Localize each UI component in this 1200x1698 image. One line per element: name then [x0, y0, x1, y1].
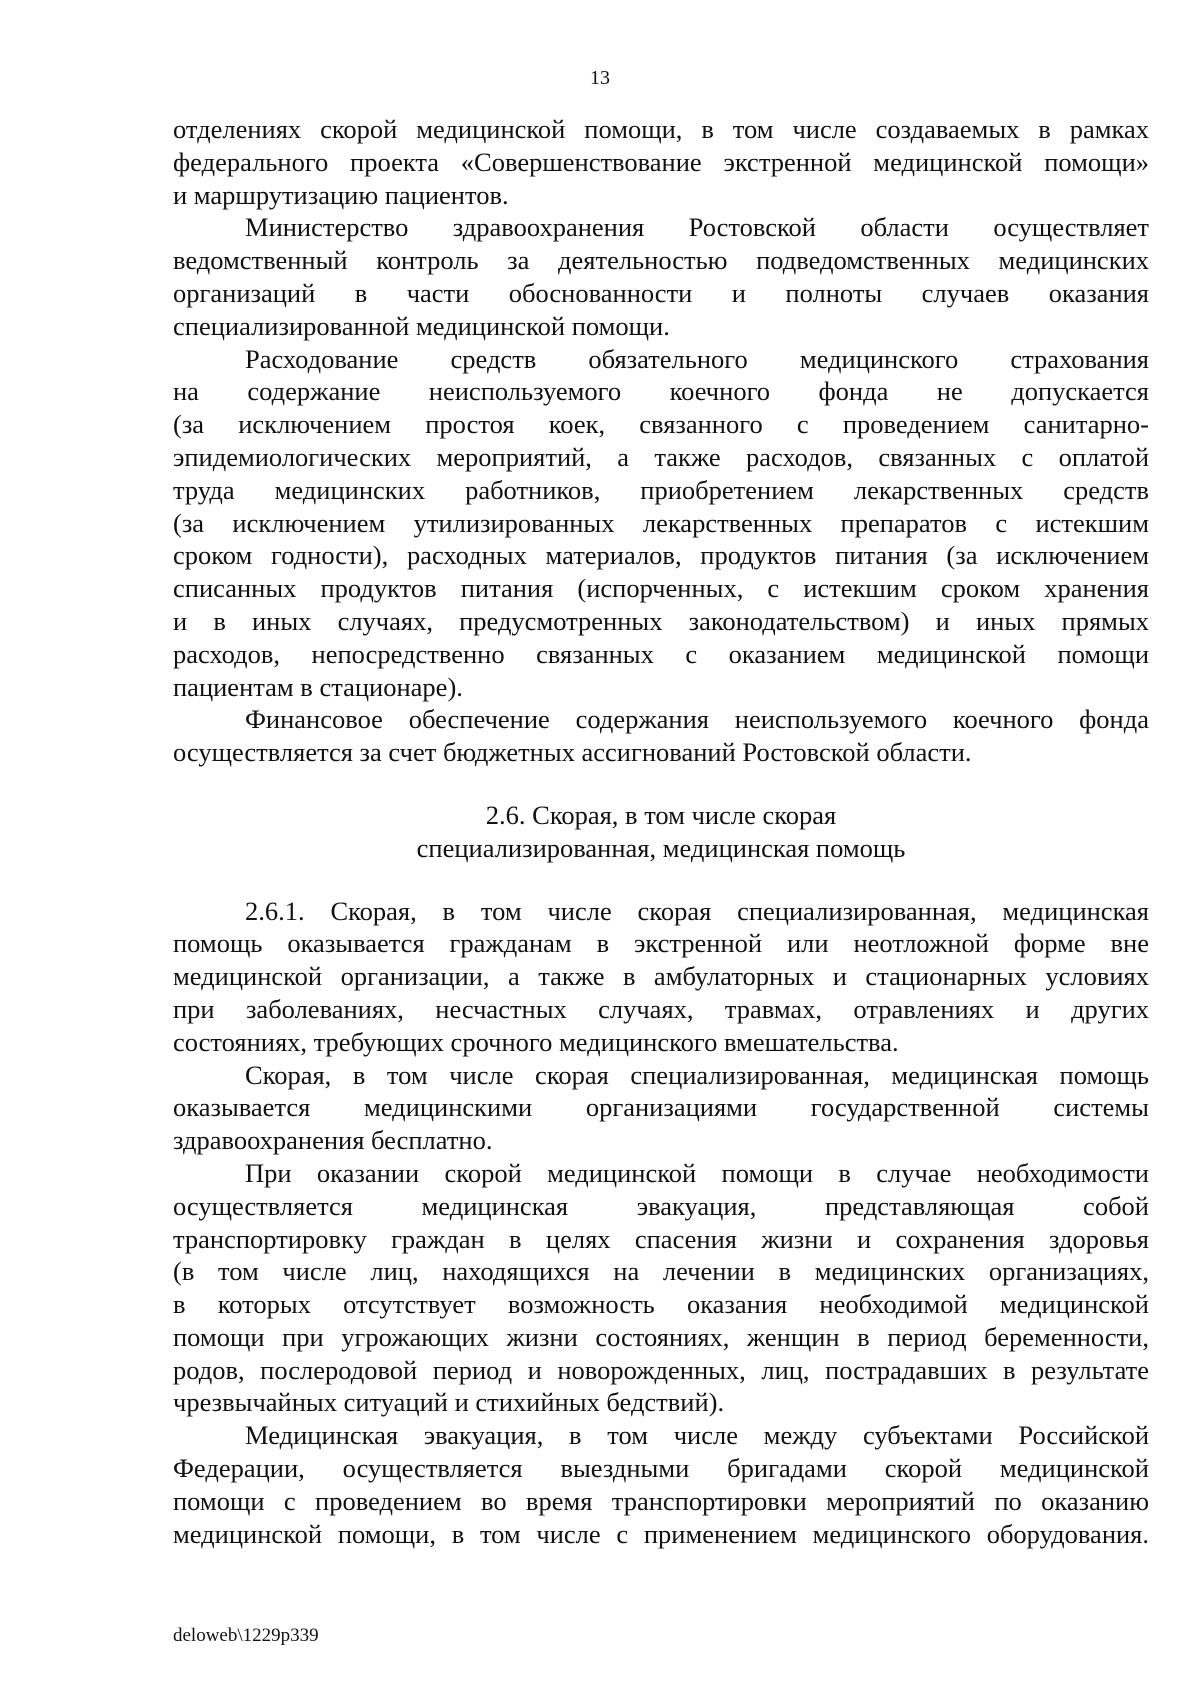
- text-line: и в иных случаях, предусмотренных законодательством) и иных прямых: [173, 605, 1149, 636]
- text-line: чрезвычайных ситуаций и стихийных бедствий).: [173, 1387, 725, 1418]
- heading-line: 2.6. Скорая, в том числе скорая: [485, 799, 837, 830]
- text-line: оказывается медицинскими организациями государственной системы: [173, 1092, 1149, 1123]
- text-line: состояниях, требующих срочного медицинского вмешательства.: [173, 1026, 899, 1057]
- text-line: транспортировку граждан в целях спасения жизни и сохранения здоровья: [173, 1223, 1149, 1254]
- text-line: списанных продуктов питания (испорченных, с истекшим сроком хранения: [173, 573, 1149, 604]
- text-line: Расходование средств обязательного медицинского страхования: [245, 343, 1149, 374]
- page-number: 13: [590, 67, 610, 89]
- paragraph-oms-spending: [173, 343, 1149, 704]
- section-heading: [173, 799, 1149, 865]
- continuation-text: [173, 113, 1149, 211]
- text-line: Медицинская эвакуация, в том числе между субъектами Российской: [245, 1420, 1149, 1451]
- text-line: специализированной медицинской помощи.: [173, 310, 670, 341]
- text-line: осуществляется медицинская эвакуация, представляющая собой: [173, 1190, 1149, 1221]
- paragraph-evacuation-brigades: [173, 1419, 1149, 1550]
- text-line: организаций в части обоснованности и полноты случаев оказания: [173, 277, 1149, 308]
- text-line: родов, послеродовой период и новорожденных, лиц, пострадавших в результате: [173, 1354, 1149, 1385]
- document-body: [173, 113, 1149, 1550]
- paragraph-2-6-1: [173, 895, 1149, 1059]
- paragraph-ministry-control: [173, 211, 1149, 342]
- text-line: Скорая, в том числе скорая специализированная, медицинская помощь: [245, 1059, 1149, 1090]
- heading-line: специализированная, медицинская помощь: [416, 832, 906, 863]
- text-line: в которых отсутствует возможность оказания необходимой медицинской: [173, 1289, 1149, 1320]
- text-line: При оказании скорой медицинской помощи в случае необходимости: [245, 1157, 1149, 1188]
- text-line: эпидемиологических мероприятий, а также расходов, связанных с оплатой: [173, 441, 1149, 472]
- text-line: (в том числе лиц, находящихся на лечении в медицинских организациях,: [173, 1256, 1149, 1287]
- text-line: Министерство здравоохранения Ростовской области осуществляет: [245, 212, 1149, 243]
- text-line: помощи при угрожающих жизни состояниях, женщин в период беременности,: [173, 1321, 1149, 1352]
- paragraph-evacuation: [173, 1157, 1149, 1419]
- text-line: Федерации, осуществляется выездными бригадами скорой медицинской: [173, 1453, 1149, 1484]
- paragraph-free-of-charge: [173, 1059, 1149, 1157]
- text-line: на содержание неиспользуемого коечного фонда не допускается: [173, 376, 1149, 407]
- text-line: федерального проекта «Совершенствование экстренной медицинской помощи»: [173, 146, 1149, 177]
- text-line: медицинской организации, а также в амбулаторных и стационарных условиях: [173, 961, 1149, 992]
- text-line: ведомственный контроль за деятельностью подведомственных медицинских: [173, 245, 1149, 276]
- text-line: медицинской помощи, в том числе с применением медицинского оборудования.: [173, 1518, 1149, 1549]
- text-line: при заболеваниях, несчастных случаях, травмах, отравлениях и других: [173, 993, 1149, 1024]
- text-line: помощь оказывается гражданам в экстренной или неотложной форме вне: [173, 928, 1149, 959]
- document-code: deloweb\1229p339: [173, 1625, 319, 1646]
- text-line: (за исключением утилизированных лекарственных препаратов с истекшим: [173, 507, 1149, 538]
- text-line: (за исключением простоя коек, связанного с проведением санитарно-: [173, 409, 1149, 440]
- text-line: 2.6.1. Скорая, в том числе скорая специализированная, медицинская: [245, 895, 1149, 926]
- text-line: осуществляется за счет бюджетных ассигнований Ростовской области.: [173, 737, 972, 768]
- text-line: труда медицинских работников, приобретением лекарственных средств: [173, 474, 1149, 505]
- paragraph-financing: [173, 703, 1149, 769]
- text-line: расходов, непосредственно связанных с оказанием медицинской помощи: [173, 638, 1149, 669]
- text-line: отделениях скорой медицинской помощи, в том числе создаваемых в рамках: [173, 114, 1149, 144]
- text-line: пациентам в стационаре).: [173, 671, 463, 702]
- text-line: здравоохранения бесплатно.: [173, 1125, 493, 1156]
- text-line: сроком годности), расходных материалов, продуктов питания (за исключением: [173, 540, 1149, 571]
- text-line: Финансовое обеспечение содержания неиспользуемого коечного фонда: [245, 704, 1149, 735]
- text-line: помощи с проведением во время транспортировки мероприятий по оказанию: [173, 1485, 1149, 1516]
- text-line: и маршрутизацию пациентов.: [173, 179, 509, 210]
